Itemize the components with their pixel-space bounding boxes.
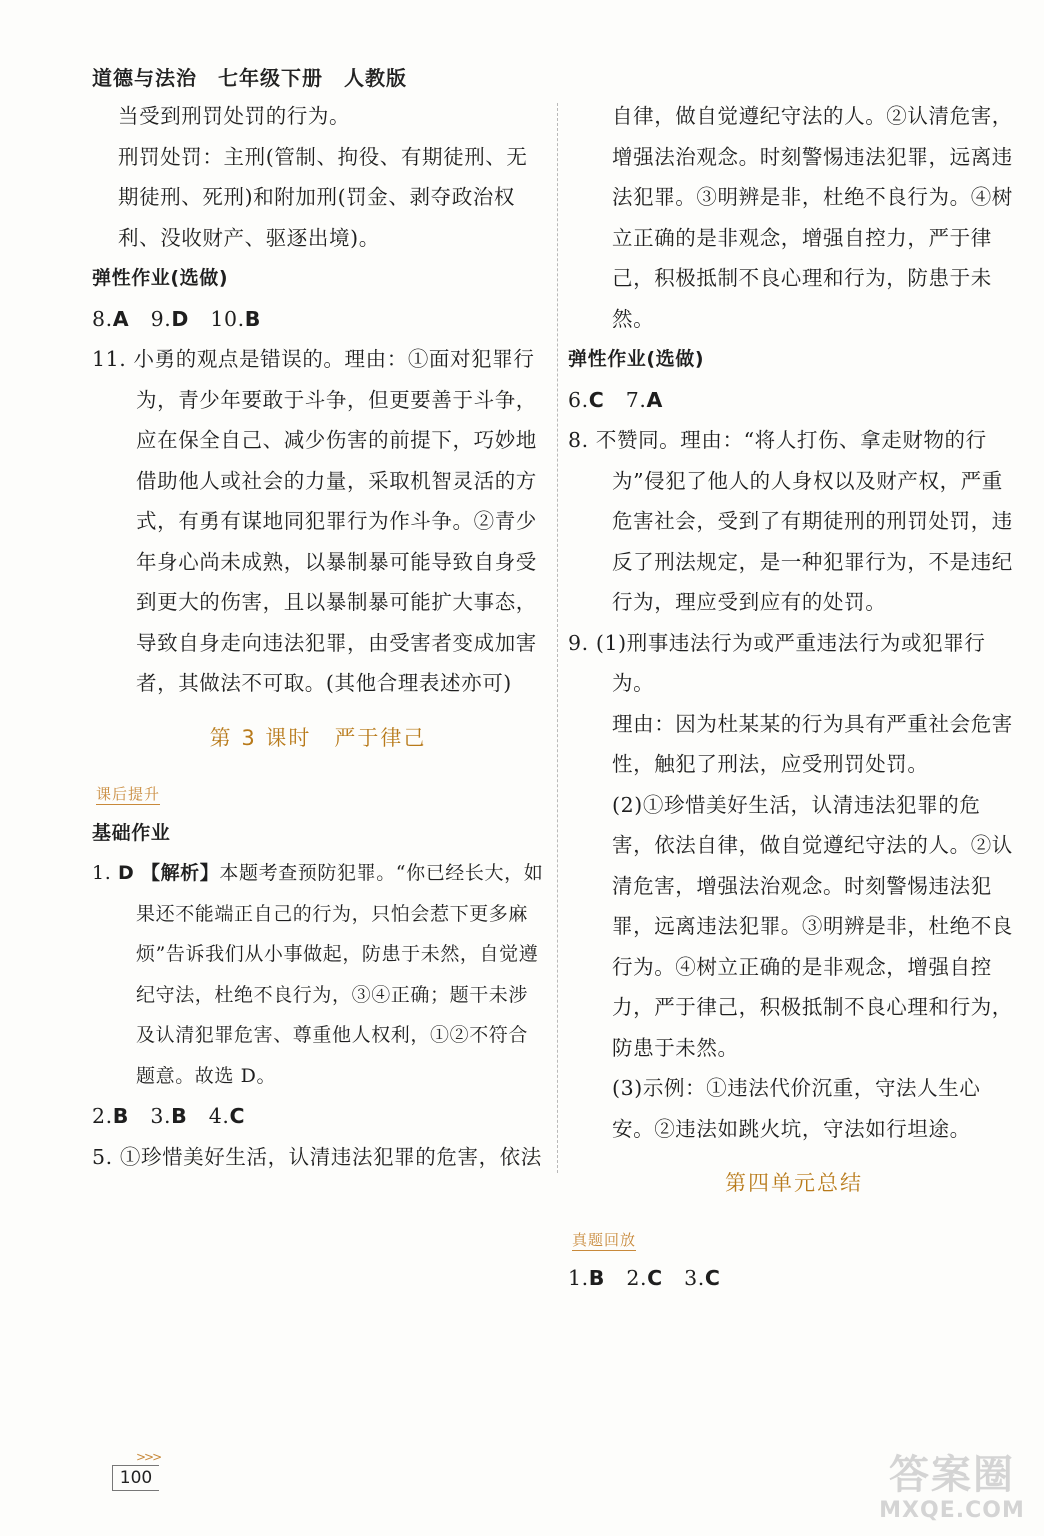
question-1-answer: 1. D 【解析】本题考查预防犯罪。“你已经长大，如果还不能端正自己的行为，只怕会惹下更多麻烦”告诉我们从小事做起，防患于未然，自觉遵纪守法，杜绝不良行为，③④正确；题干未涉及认清犯罪危害、尊重他人权利，①②不符合题意。故选 D。 bbox=[92, 862, 544, 1087]
question-8-answer: 8. 不赞同。理由：“将人打伤、拿走财物的行为”侵犯了他人的人身权以及财产权，严重危害社会，受到了有期徒刑的刑罚处罚，违反了刑法规定，是一种犯罪行为，不是违纪行为，理应受到应有的处罚。 bbox=[568, 428, 1013, 614]
watermark-logo bbox=[872, 1452, 1032, 1532]
basic-homework-title: 基础作业 bbox=[92, 821, 171, 844]
question-9-part-1: 9. (1)刑事违法行为或严重违法行为或犯罪行为。 bbox=[568, 630, 986, 695]
left-column bbox=[92, 96, 544, 1177]
elastic-homework-title-right: 弹性作业(选做) bbox=[568, 348, 705, 370]
watermark-url: MXQE.COM bbox=[879, 1498, 1025, 1523]
question-11-answer: 11. 小勇的观点是错误的。理由：①面对犯罪行为，青少年要敢于斗争，但更要善于斗争，应在保全自己、减少伤害的前提下，巧妙地借助他人或社会的力量，采取机智灵活的方式，有勇有谋地同犯罪行为作斗争。②青少年身心尚未成熟，以暴制暴可能导致自身受到更大的伤害，且以暴制暴可能扩大事态，导致自身走向违法犯罪，由受害者变成加害者，其做法不可取。(其他合理表述亦可) bbox=[92, 347, 537, 695]
page-number-chevrons: >>> bbox=[136, 1450, 161, 1464]
page-header: 道德与法治 七年级下册 人教版 bbox=[92, 66, 407, 90]
question-5-continued: 自律，做自觉遵纪守法的人。②认清危害，增强法治观念。时刻警惕违法犯罪，远离违法犯罪。③明辨是非，杜绝不良行为。④树立正确的是非观念，增强自控力，严于律己，积极抵制不良心理和行为，防患于未然。 bbox=[612, 104, 1013, 331]
question-5-answer: 5. ①珍惜美好生活，认清违法犯罪的危害，依法 bbox=[92, 1144, 542, 1169]
answers-6-7: 6.C 7.A bbox=[568, 387, 664, 412]
section-tag-after-class: 课后提升 bbox=[96, 785, 161, 803]
right-column bbox=[568, 96, 1020, 1299]
answers-1-3: 1.B 2.C 3.C bbox=[568, 1266, 721, 1290]
question-9-part-2: (2)①珍惜美好生活，认清违法犯罪的危害，依法自律，做自觉遵纪守法的人。②认清危害，增强法治观念。时刻警惕违法犯罪，远离违法犯罪。③明辨是非，杜绝不良行为。④树立正确的是非观念，增强自控力，严于律己，积极抵制不良心理和行为，防患于未然。 bbox=[612, 792, 1013, 1060]
answers-2-4: 2.B 3.B 4.C bbox=[92, 1104, 246, 1128]
intro-line-1: 当受到刑罚处罚的行为。 bbox=[118, 104, 351, 128]
section-tag-real-questions: 真题回放 bbox=[572, 1230, 637, 1249]
question-9-part-1-reason: 理由：因为杜某某的行为具有严重社会危害性，触犯了刑法，应受刑罚处罚。 bbox=[612, 711, 1013, 776]
page-number: 100 bbox=[112, 1465, 159, 1491]
section-title-lesson3: 第 3 课时 严于律己 bbox=[209, 725, 427, 750]
section-title-unit4-summary: 第四单元总结 bbox=[725, 1171, 863, 1195]
column-divider bbox=[557, 103, 558, 1173]
elastic-homework-title: 弹性作业(选做) bbox=[92, 267, 229, 289]
answers-8-10: 8.A 9.D 10.B bbox=[92, 306, 261, 331]
question-9-part-3: (3)示例：①违法代价沉重，守法人生心安。②违法如跳火坑，守法如行坦途。 bbox=[612, 1076, 981, 1141]
intro-line-2: 刑罚处罚：主刑(管制、拘役、有期徒刑、无期徒刑、死刑)和附加刑(罚金、剥夺政治权利、没收财产、驱逐出境)。 bbox=[118, 144, 528, 250]
watermark-text: 答案圈 bbox=[889, 1452, 1015, 1498]
